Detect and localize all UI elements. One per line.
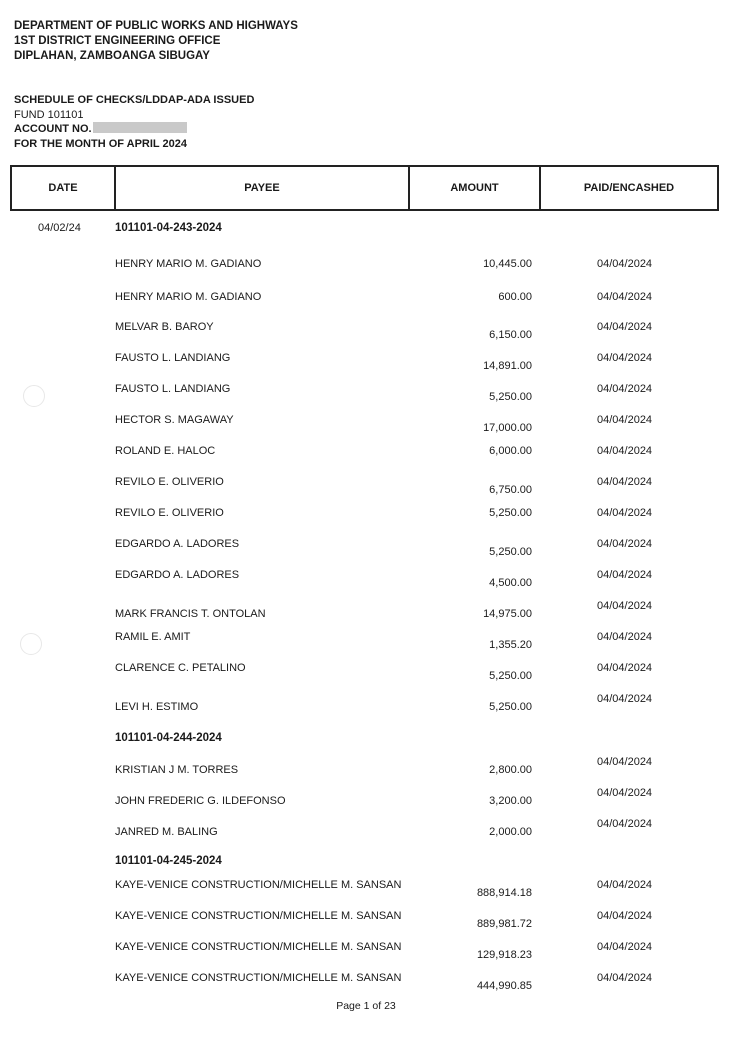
payee-name: FAUSTO L. LANDIANG — [115, 352, 231, 364]
amount-value: 6,150.00 — [489, 329, 532, 341]
payee-name: REVILO E. OLIVERIO — [115, 476, 224, 488]
paid-date: 04/04/2024 — [597, 352, 653, 364]
payee-name: MELVAR B. BAROY — [115, 321, 214, 333]
payee-name: FAUSTO L. LANDIANG — [115, 383, 231, 395]
payee-name: CLARENCE C. PETALINO — [115, 662, 246, 674]
payee-name: HENRY MARIO M. GADIANO — [115, 258, 262, 270]
payee-name: HECTOR S. MAGAWAY — [115, 414, 234, 426]
payee-name: KAYE-VENICE CONSTRUCTION/MICHELLE M. SANSAN — [115, 972, 402, 984]
payee-name: RAMIL E. AMIT — [115, 631, 191, 643]
office-header — [14, 19, 298, 64]
paid-date: 04/04/2024 — [597, 383, 653, 395]
paid-date: 04/04/2024 — [597, 414, 653, 426]
payee-name: HENRY MARIO M. GADIANO — [115, 291, 262, 303]
group-reference: 101101-04-243-2024 — [115, 222, 222, 234]
group-reference: 101101-04-245-2024 — [115, 855, 222, 867]
amount-value: 6,750.00 — [489, 484, 532, 496]
amount-value: 4,500.00 — [489, 577, 532, 589]
report-title: SCHEDULE OF CHECKS/LDDAP-ADA ISSUED — [14, 94, 255, 106]
amount-value: 5,250.00 — [489, 670, 532, 682]
payee-name: EDGARDO A. LADORES — [115, 538, 240, 550]
account-label: ACCOUNT NO. — [14, 123, 92, 135]
group-reference: 101101-04-244-2024 — [115, 732, 222, 744]
amount-value: 1,355.20 — [489, 639, 532, 651]
payee-name: EDGARDO A. LADORES — [115, 569, 240, 581]
payee-name: KAYE-VENICE CONSTRUCTION/MICHELLE M. SANSAN — [115, 879, 402, 891]
payee-name: ROLAND E. HALOC — [115, 445, 216, 457]
payee-name: KAYE-VENICE CONSTRUCTION/MICHELLE M. SANSAN — [115, 941, 402, 953]
paid-date: 04/04/2024 — [597, 445, 653, 457]
amount-value: 5,250.00 — [489, 391, 532, 403]
amount-value: 5,250.00 — [489, 701, 532, 713]
amount-value: 5,250.00 — [489, 546, 532, 558]
paid-date: 04/04/2024 — [597, 258, 653, 270]
paid-date: 04/04/2024 — [597, 291, 653, 303]
payee-name: KRISTIAN J M. TORRES — [115, 764, 239, 776]
punch-hole-mark — [23, 385, 45, 407]
punch-hole-mark — [20, 633, 42, 655]
paid-date: 04/04/2024 — [597, 538, 653, 550]
paid-date: 04/04/2024 — [597, 569, 653, 581]
amount-value: 2,000.00 — [489, 826, 532, 838]
amount-value: 14,891.00 — [483, 360, 532, 372]
column-header-paid: PAID/ENCASHED — [540, 166, 718, 210]
column-header-payee: PAYEE — [115, 166, 409, 210]
paid-date: 04/04/2024 — [597, 910, 653, 922]
fund-label: FUND 101101 — [14, 108, 84, 121]
amount-value: 888,914.18 — [476, 887, 532, 899]
paid-date: 04/04/2024 — [597, 972, 653, 984]
paid-date: 04/04/2024 — [597, 631, 653, 643]
amount-value: 10,445.00 — [483, 258, 532, 270]
paid-date: 04/04/2024 — [597, 756, 653, 768]
redacted-account-number — [93, 122, 187, 133]
column-header-table — [10, 165, 719, 211]
payee-name: MARK FRANCIS T. ONTOLAN — [115, 608, 266, 620]
paid-date: 04/04/2024 — [597, 941, 653, 953]
paid-date: 04/04/2024 — [597, 879, 653, 891]
amount-value: 14,975.00 — [483, 608, 532, 620]
amount-value: 5,250.00 — [489, 507, 532, 519]
paid-date: 04/04/2024 — [597, 818, 653, 830]
paid-date: 04/04/2024 — [597, 321, 653, 333]
amount-value: 600.00 — [498, 291, 532, 303]
amount-value: 6,000.00 — [489, 445, 532, 457]
amount-value: 129,918.23 — [476, 949, 532, 961]
header-line: 1ST DISTRICT ENGINEERING OFFICE — [14, 35, 221, 47]
header-line: DEPARTMENT OF PUBLIC WORKS AND HIGHWAYS — [14, 20, 298, 32]
page-footer: Page 1 of 23 — [336, 1000, 396, 1012]
column-header-amount: AMOUNT — [409, 166, 540, 210]
payee-name: JANRED M. BALING — [115, 826, 218, 838]
paid-date: 04/04/2024 — [597, 476, 653, 488]
column-header-date: DATE — [11, 166, 115, 210]
report-period: FOR THE MONTH OF APRIL 2024 — [14, 137, 187, 150]
payee-name: REVILO E. OLIVERIO — [115, 507, 224, 519]
payee-name: LEVI H. ESTIMO — [115, 701, 199, 713]
amount-value: 2,800.00 — [489, 764, 532, 776]
payee-name: KAYE-VENICE CONSTRUCTION/MICHELLE M. SANSAN — [115, 910, 402, 922]
paid-date: 04/04/2024 — [597, 507, 653, 519]
row-date: 04/02/24 — [38, 222, 81, 234]
payee-name: JOHN FREDERIC G. ILDEFONSO — [115, 795, 286, 807]
amount-value: 17,000.00 — [483, 422, 532, 434]
amount-value: 889,981.72 — [476, 918, 532, 930]
paid-date: 04/04/2024 — [597, 600, 653, 612]
report-info — [14, 93, 254, 151]
paid-date: 04/04/2024 — [597, 693, 653, 705]
paid-date: 04/04/2024 — [597, 787, 653, 799]
amount-value: 444,990.85 — [476, 980, 532, 992]
amount-value: 3,200.00 — [489, 795, 532, 807]
paid-date: 04/04/2024 — [597, 662, 653, 674]
header-line: DIPLAHAN, ZAMBOANGA SIBUGAY — [14, 50, 210, 62]
